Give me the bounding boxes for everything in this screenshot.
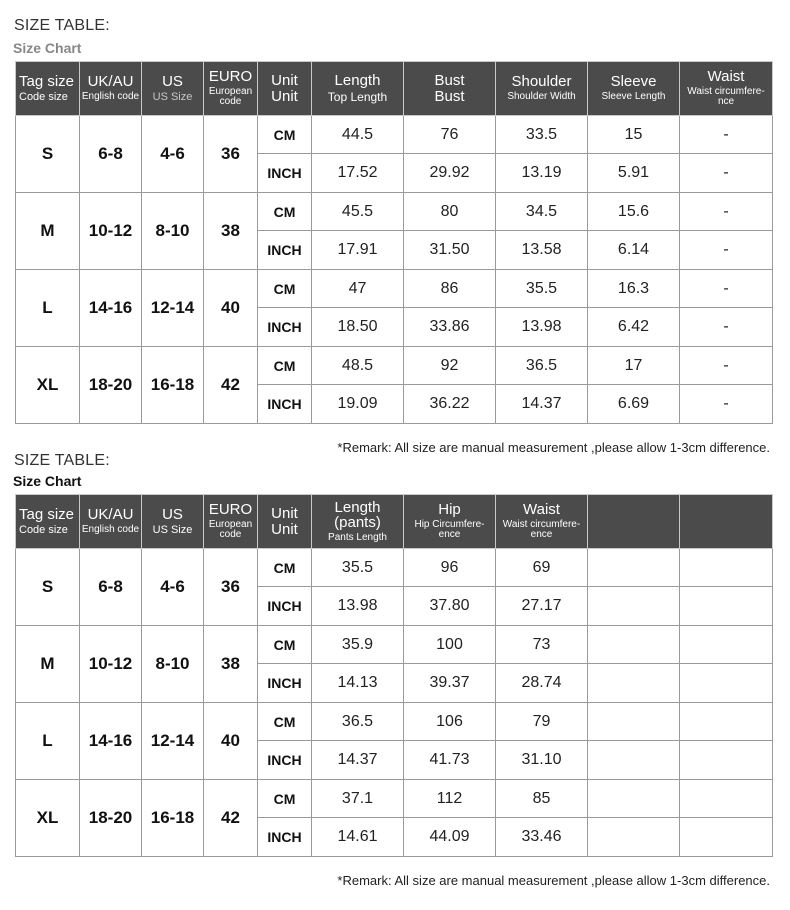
shoulder-cell: 13.19 xyxy=(496,154,588,193)
shoulder-cell: 34.5 xyxy=(496,193,588,231)
header-bust: Bust Bust xyxy=(404,62,496,116)
waist-cell: 33.46 xyxy=(496,818,588,857)
header-empty xyxy=(588,495,680,549)
waist-cell: - xyxy=(680,193,773,231)
size-cell: L xyxy=(16,270,80,347)
pants-length-cell: 13.98 xyxy=(312,587,404,626)
waist-cell: - xyxy=(680,154,773,193)
waist-cell: - xyxy=(680,270,773,308)
shoulder-cell: 33.5 xyxy=(496,116,588,154)
us-cell: 12-14 xyxy=(142,270,204,347)
uk-au-cell: 10-12 xyxy=(80,193,142,270)
length-cell: 18.50 xyxy=(312,308,404,347)
pants-length-cell: 14.37 xyxy=(312,741,404,780)
length-cell: 17.91 xyxy=(312,231,404,270)
header-sleeve: Sleeve Sleeve Length xyxy=(588,62,680,116)
unit-cell: INCH xyxy=(258,308,312,347)
waist-cell: - xyxy=(680,116,773,154)
empty-cell xyxy=(680,626,773,664)
length-cell: 19.09 xyxy=(312,385,404,424)
unit-cell: INCH xyxy=(258,664,312,703)
table-row xyxy=(16,549,773,587)
size-cell: S xyxy=(16,116,80,193)
empty-cell xyxy=(588,587,680,626)
header-us: US US Size xyxy=(142,495,204,549)
bust-cell: 92 xyxy=(404,347,496,385)
us-cell: 8-10 xyxy=(142,193,204,270)
us-cell: 12-14 xyxy=(142,703,204,780)
euro-cell: 38 xyxy=(204,626,258,703)
us-cell: 4-6 xyxy=(142,116,204,193)
waist-cell: 28.74 xyxy=(496,664,588,703)
euro-cell: 42 xyxy=(204,347,258,424)
length-cell: 17.52 xyxy=(312,154,404,193)
header-tag-size: Tag size Code size xyxy=(16,495,80,549)
sleeve-cell: 15 xyxy=(588,116,680,154)
shoulder-cell: 13.58 xyxy=(496,231,588,270)
unit-cell: INCH xyxy=(258,818,312,857)
unit-cell: INCH xyxy=(258,154,312,193)
size-cell: M xyxy=(16,193,80,270)
table-row xyxy=(16,703,773,741)
empty-cell xyxy=(680,818,773,857)
uk-au-cell: 14-16 xyxy=(80,270,142,347)
us-cell: 8-10 xyxy=(142,626,204,703)
table-row xyxy=(16,116,773,154)
pants-length-cell: 37.1 xyxy=(312,780,404,818)
shoulder-cell: 35.5 xyxy=(496,270,588,308)
hip-cell: 41.73 xyxy=(404,741,496,780)
waist-cell: - xyxy=(680,231,773,270)
unit-cell: CM xyxy=(258,703,312,741)
unit-cell: CM xyxy=(258,780,312,818)
hip-cell: 44.09 xyxy=(404,818,496,857)
sleeve-cell: 5.91 xyxy=(588,154,680,193)
unit-cell: CM xyxy=(258,193,312,231)
empty-cell xyxy=(680,703,773,741)
empty-cell xyxy=(680,780,773,818)
empty-cell xyxy=(680,549,773,587)
size-cell: M xyxy=(16,626,80,703)
length-cell: 45.5 xyxy=(312,193,404,231)
table-row xyxy=(16,270,773,308)
header-uk-au: UK/AU English code xyxy=(80,495,142,549)
header-euro: EURO European code xyxy=(204,62,258,116)
euro-cell: 36 xyxy=(204,549,258,626)
table-row xyxy=(16,626,773,664)
hip-cell: 100 xyxy=(404,626,496,664)
unit-cell: CM xyxy=(258,347,312,385)
bust-cell: 31.50 xyxy=(404,231,496,270)
uk-au-cell: 18-20 xyxy=(80,780,142,857)
hip-cell: 106 xyxy=(404,703,496,741)
pants-length-cell: 35.5 xyxy=(312,549,404,587)
us-cell: 16-18 xyxy=(142,780,204,857)
pants-length-cell: 14.13 xyxy=(312,664,404,703)
table-row xyxy=(16,347,773,385)
unit-cell: INCH xyxy=(258,231,312,270)
empty-cell xyxy=(588,741,680,780)
empty-cell xyxy=(588,703,680,741)
waist-cell: 79 xyxy=(496,703,588,741)
empty-cell xyxy=(680,587,773,626)
top-header-row xyxy=(16,62,773,116)
unit-cell: INCH xyxy=(258,385,312,424)
shoulder-cell: 13.98 xyxy=(496,308,588,347)
waist-cell: - xyxy=(680,347,773,385)
euro-cell: 40 xyxy=(204,270,258,347)
unit-cell: INCH xyxy=(258,587,312,626)
shoulder-cell: 14.37 xyxy=(496,385,588,424)
size-cell: XL xyxy=(16,347,80,424)
header-pants-length: Length (pants) Pants Length xyxy=(312,495,404,549)
top-size-table xyxy=(15,61,773,424)
unit-cell: CM xyxy=(258,116,312,154)
header-euro: EURO European code xyxy=(204,495,258,549)
empty-cell xyxy=(680,741,773,780)
header-length: Length Top Length xyxy=(312,62,404,116)
bust-cell: 29.92 xyxy=(404,154,496,193)
size-cell: L xyxy=(16,703,80,780)
pants-length-cell: 14.61 xyxy=(312,818,404,857)
euro-cell: 36 xyxy=(204,116,258,193)
hip-cell: 112 xyxy=(404,780,496,818)
header-waist: Waist Waist circumfere-ence xyxy=(496,495,588,549)
table-row xyxy=(16,193,773,231)
empty-cell xyxy=(588,626,680,664)
waist-cell: - xyxy=(680,385,773,424)
bust-cell: 33.86 xyxy=(404,308,496,347)
uk-au-cell: 6-8 xyxy=(80,549,142,626)
header-empty xyxy=(680,495,773,549)
hip-cell: 37.80 xyxy=(404,587,496,626)
hip-cell: 96 xyxy=(404,549,496,587)
waist-cell: 73 xyxy=(496,626,588,664)
unit-cell: INCH xyxy=(258,741,312,780)
header-uk-au: UK/AU English code xyxy=(80,62,142,116)
bust-cell: 76 xyxy=(404,116,496,154)
empty-cell xyxy=(588,549,680,587)
us-cell: 4-6 xyxy=(142,549,204,626)
bottom-remark: *Remark: All size are manual measurement ,please allow 1-3cm difference. xyxy=(337,873,770,888)
size-cell: XL xyxy=(16,780,80,857)
bust-cell: 80 xyxy=(404,193,496,231)
length-cell: 44.5 xyxy=(312,116,404,154)
bust-cell: 86 xyxy=(404,270,496,308)
bottom-size-chart-subtitle: Size Chart xyxy=(13,473,82,489)
pants-length-cell: 36.5 xyxy=(312,703,404,741)
header-unit: Unit Unit xyxy=(258,495,312,549)
bottom-size-table xyxy=(15,494,773,857)
hip-cell: 39.37 xyxy=(404,664,496,703)
empty-cell xyxy=(588,780,680,818)
header-tag-size: Tag size Code size xyxy=(16,62,80,116)
bust-cell: 36.22 xyxy=(404,385,496,424)
euro-cell: 40 xyxy=(204,703,258,780)
size-cell: S xyxy=(16,549,80,626)
top-remark: *Remark: All size are manual measurement ,please allow 1-3cm difference. xyxy=(337,440,770,455)
bottom-section-title: SIZE TABLE: xyxy=(14,452,110,469)
sleeve-cell: 16.3 xyxy=(588,270,680,308)
euro-cell: 38 xyxy=(204,193,258,270)
unit-cell: CM xyxy=(258,549,312,587)
uk-au-cell: 14-16 xyxy=(80,703,142,780)
top-section-title: SIZE TABLE: xyxy=(14,17,110,34)
sleeve-cell: 6.14 xyxy=(588,231,680,270)
header-us: US US Size xyxy=(142,62,204,116)
uk-au-cell: 10-12 xyxy=(80,626,142,703)
top-size-chart-subtitle: Size Chart xyxy=(13,40,82,56)
uk-au-cell: 6-8 xyxy=(80,116,142,193)
waist-cell: 27.17 xyxy=(496,587,588,626)
empty-cell xyxy=(680,664,773,703)
sleeve-cell: 15.6 xyxy=(588,193,680,231)
us-cell: 16-18 xyxy=(142,347,204,424)
header-unit: Unit Unit xyxy=(258,62,312,116)
header-shoulder: Shoulder Shoulder Width xyxy=(496,62,588,116)
sleeve-cell: 6.42 xyxy=(588,308,680,347)
waist-cell: 31.10 xyxy=(496,741,588,780)
waist-cell: 85 xyxy=(496,780,588,818)
sleeve-cell: 6.69 xyxy=(588,385,680,424)
shoulder-cell: 36.5 xyxy=(496,347,588,385)
empty-cell xyxy=(588,818,680,857)
euro-cell: 42 xyxy=(204,780,258,857)
header-hip: Hip Hip Circumfere-ence xyxy=(404,495,496,549)
length-cell: 48.5 xyxy=(312,347,404,385)
sleeve-cell: 17 xyxy=(588,347,680,385)
unit-cell: CM xyxy=(258,270,312,308)
length-cell: 47 xyxy=(312,270,404,308)
bottom-header-row xyxy=(16,495,773,549)
empty-cell xyxy=(588,664,680,703)
uk-au-cell: 18-20 xyxy=(80,347,142,424)
header-waist: Waist Waist circumfere-nce xyxy=(680,62,773,116)
unit-cell: CM xyxy=(258,626,312,664)
pants-length-cell: 35.9 xyxy=(312,626,404,664)
waist-cell: 69 xyxy=(496,549,588,587)
waist-cell: - xyxy=(680,308,773,347)
table-row xyxy=(16,780,773,818)
